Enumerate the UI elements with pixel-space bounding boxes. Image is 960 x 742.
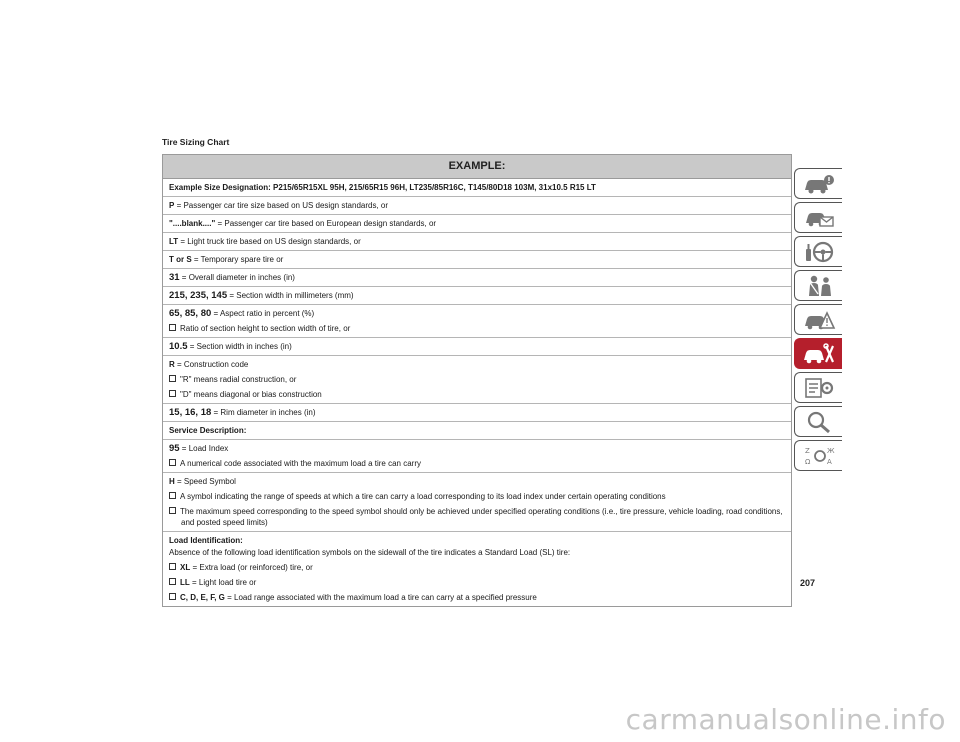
tire-sizing-table (162, 154, 792, 607)
table-row-speed-symbol (163, 473, 791, 532)
term-load-index: 95 (169, 443, 180, 454)
definition-overall-diameter: = Overall diameter in inches (in) (179, 273, 295, 282)
definition-t-or-s: = Temporary spare tire or (191, 255, 284, 264)
table-row-section-width-mm (163, 287, 791, 305)
term-blank: "....blank...." (169, 219, 216, 228)
definition-rim-diameter: = Rim diameter in inches (in) (211, 408, 316, 417)
steering-wheel-icon (802, 240, 836, 264)
definition-p: = Passenger car tire size based on US design standards, or (174, 201, 389, 210)
svg-text:Z: Z (804, 446, 810, 455)
checkbox-bullet-icon (169, 563, 176, 570)
checkbox-bullet-icon (169, 390, 176, 397)
table-row-construction (163, 356, 791, 404)
nav-tab-servicing-maintenance[interactable] (794, 338, 842, 369)
table-row-p (163, 197, 791, 215)
car-dashboard-info-icon (802, 172, 836, 196)
checkbox-bullet-icon (169, 324, 176, 331)
chapter-nav-tabs (794, 168, 842, 474)
term-speed-symbol: H (169, 477, 175, 486)
table-row-load-identification (163, 532, 791, 606)
table-row-t-or-s (163, 251, 791, 269)
checkbox-bullet-icon (169, 375, 176, 382)
definition-section-width-mm: = Section width in millimeters (mm) (227, 291, 354, 300)
svg-text:A: A (826, 457, 832, 466)
list-item: XL = Extra load (or reinforced) tire, or (169, 562, 785, 573)
term-section-width-mm: 215, 235, 145 (169, 290, 228, 301)
nav-tab-dashboard[interactable] (794, 168, 842, 199)
nav-tab-getting-to-know[interactable] (794, 202, 842, 233)
nav-tab-index[interactable] (794, 406, 842, 437)
list-item: A numerical code associated with the maximum load a tire can carry (169, 458, 785, 469)
definition-speed-symbol: = Speed Symbol (174, 477, 236, 486)
car-warning-icon (802, 308, 836, 332)
example-designation-text: Example Size Designation: P215/65R15XL 95H, 215/65R15 96H, LT235/85R16C, T145/80D18 103M, 31x10.5 R15 LT (169, 183, 596, 192)
definition-load-index: = Load Index (179, 444, 229, 453)
load-identification-heading: Load Identification: (169, 536, 243, 545)
section-title: Tire Sizing Chart (162, 137, 230, 147)
table-row-blank (163, 215, 791, 233)
term-rim-diameter: 15, 16, 18 (169, 407, 212, 418)
checkbox-bullet-icon (169, 459, 176, 466)
definition-lt: = Light truck tire based on US design standards, or (178, 237, 361, 246)
definition-blank: = Passenger car tire based on European design standards, or (215, 219, 437, 228)
nav-tab-starting-operating[interactable] (794, 236, 842, 267)
table-row-section-width-in (163, 338, 791, 356)
service-description-heading: Service Description: (169, 426, 247, 435)
definition-construction: = Construction code (174, 360, 249, 369)
table-row-overall-diameter (163, 269, 791, 287)
checkbox-bullet-icon (169, 492, 176, 499)
svg-text:Ж: Ж (826, 446, 835, 455)
table-row-load-index (163, 440, 791, 473)
list-item: Ratio of section height to section width of tire, or (169, 323, 785, 334)
svg-text:Ω: Ω (804, 457, 810, 466)
term-t-or-s: T or S (169, 255, 192, 264)
watermark: carmanualsonline.info (625, 703, 946, 736)
table-row-aspect-ratio (163, 305, 791, 338)
list-item: C, D, E, F, G = Load range associated with the maximum load a tire can carry at a specified pressure (169, 592, 785, 603)
car-wrench-icon (802, 342, 836, 366)
table-row-service-description (163, 422, 791, 440)
checkbox-bullet-icon (169, 507, 176, 514)
list-item: "R" means radial construction, or (169, 374, 785, 385)
nav-tab-language[interactable] (794, 440, 842, 471)
page-number: 207 (800, 578, 816, 588)
list-item: A symbol indicating the range of speeds at which a tire can carry a load corresponding to its load index under certain operating conditions (169, 491, 785, 502)
definition-aspect-ratio: = Aspect ratio in percent (%) (211, 309, 315, 318)
term-p: P (169, 201, 175, 210)
table-row-rim-diameter (163, 404, 791, 422)
definition-section-width-in: = Section width in inches (in) (187, 342, 292, 351)
car-mail-icon (802, 206, 836, 230)
term-lt: LT (169, 237, 179, 246)
load-identification-intro: Absence of the following load identification symbols on the sidewall of the tire indicates a Standard Load (SL) tire: (169, 548, 571, 557)
nav-tab-safety[interactable] (794, 270, 842, 301)
checkbox-bullet-icon (169, 578, 176, 585)
term-section-width-in: 10.5 (169, 341, 188, 352)
list-item: LL = Light load tire or (169, 577, 785, 588)
table-row-lt (163, 233, 791, 251)
language-index-icon (802, 444, 836, 468)
table-row-example-designation (163, 179, 791, 197)
magnifier-icon (802, 410, 836, 434)
checklist-gear-icon (802, 376, 836, 400)
list-item: The maximum speed corresponding to the speed symbol should only be achieved under specified operating conditions (i.e., tire pressure, vehicle loading, road conditions, and posted speed limits) (169, 506, 785, 528)
term-aspect-ratio: 65, 85, 80 (169, 308, 212, 319)
list-item: "D" means diagonal or bias construction (169, 389, 785, 400)
term-construction: R (169, 360, 175, 369)
nav-tab-technical-specifications[interactable] (794, 372, 842, 403)
checkbox-bullet-icon (169, 593, 176, 600)
nav-tab-emergency[interactable] (794, 304, 842, 335)
table-header: EXAMPLE: (163, 155, 791, 179)
term-overall-diameter: 31 (169, 272, 180, 283)
seatbelt-passenger-icon (802, 274, 836, 298)
